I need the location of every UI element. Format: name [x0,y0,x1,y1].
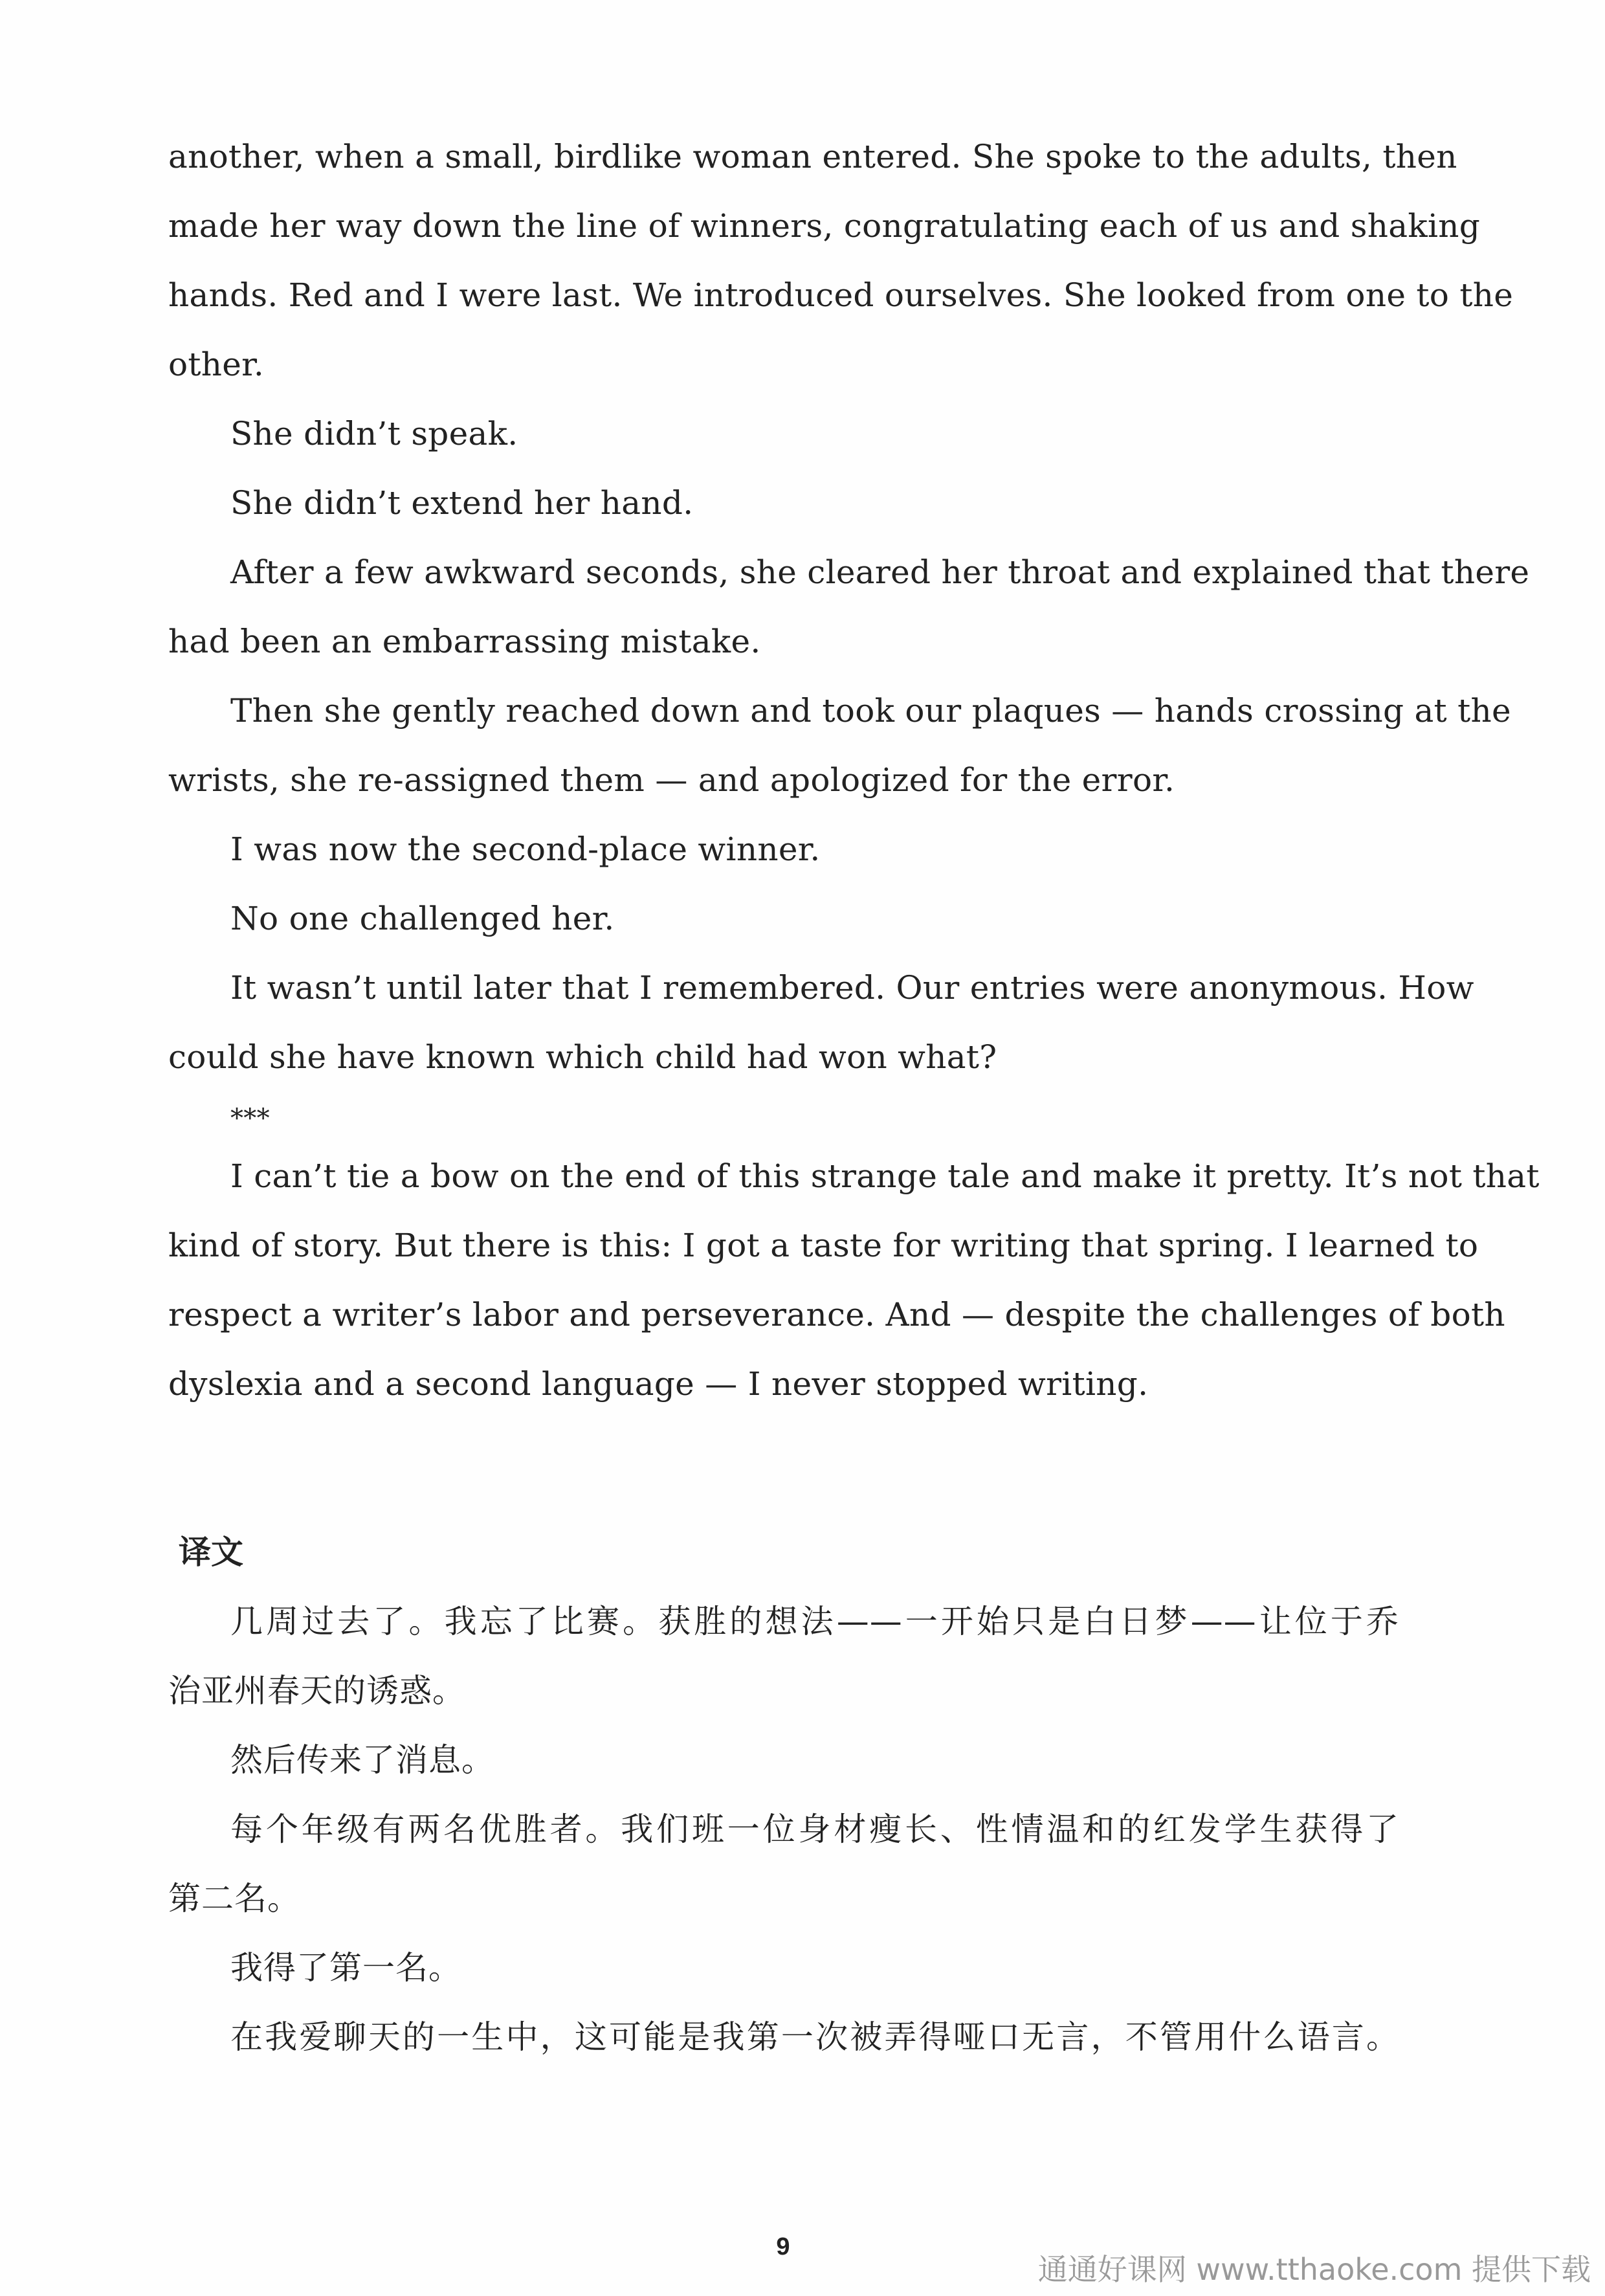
paragraph-line: After a few awkward seconds, she cleared her throat and explained that there [230,553,1530,591]
translation-line: 在我爱聊天的一生中，这可能是我第一次被弄得哑口无言，不管用什么语言。 [230,2018,1399,2056]
translation-line: 每个年级有两名优胜者。我们班一位身材瘦长、性情温和的红发学生获得了 [230,1811,1399,1848]
paragraph-line: another, when a small, birdlike woman entered. She spoke to the adults, then [168,138,1457,175]
translation-line: 然后传来了消息。 [230,1741,494,1779]
paragraph-line: made her way down the line of winners, congratulating each of us and shaking [168,207,1481,245]
paragraph-line: I can’t tie a bow on the end of this strange tale and make it pretty. It’s not that [230,1157,1540,1195]
paragraph-line: She didn’t speak. [230,415,518,452]
paragraph-line: No one challenged her. [230,900,615,937]
paragraph-line: It wasn’t until later that I remembered. Our entries were anonymous. How [230,969,1474,1007]
paragraph-line: respect a writer’s labor and perseverance. And — despite the challenges of both [168,1296,1505,1333]
paragraph-line: hands. Red and I were last. We introduced ourselves. She looked from one to the [168,276,1514,314]
paragraph-line: dyslexia and a second language — I never stopped writing. [168,1365,1149,1403]
translation-line: 我得了第一名。 [230,1949,461,1987]
section-separator: *** [230,1104,270,1133]
translation-line: 第二名。 [168,1880,300,1917]
translation-line: 治亚州春天的诱惑。 [168,1672,465,1710]
paragraph-line: She didn’t extend her hand. [230,484,694,522]
paragraph-line: kind of story. But there is this: I got a taste for writing that spring. I learned to [168,1227,1479,1264]
translation-heading: 译文 [179,1533,243,1571]
paragraph-line: I was now the second-place winner. [230,830,821,868]
paragraph-line: Then she gently reached down and took our plaques — hands crossing at the [230,692,1511,730]
paragraph-line: wrists, she re-assigned them — and apologized for the error. [168,761,1175,799]
translation-line: 几周过去了。我忘了比赛。获胜的想法——一开始只是白日梦——让位于乔 [230,1603,1399,1640]
watermark-text: 通通好课网 www.tthaoke.com 提供下载 [1037,2252,1591,2287]
page-number: 9 [776,2233,790,2260]
paragraph-line: could she have known which child had won what? [168,1038,997,1076]
paragraph-line: had been an embarrassing mistake. [168,623,761,660]
paragraph-line: other. [168,346,265,383]
